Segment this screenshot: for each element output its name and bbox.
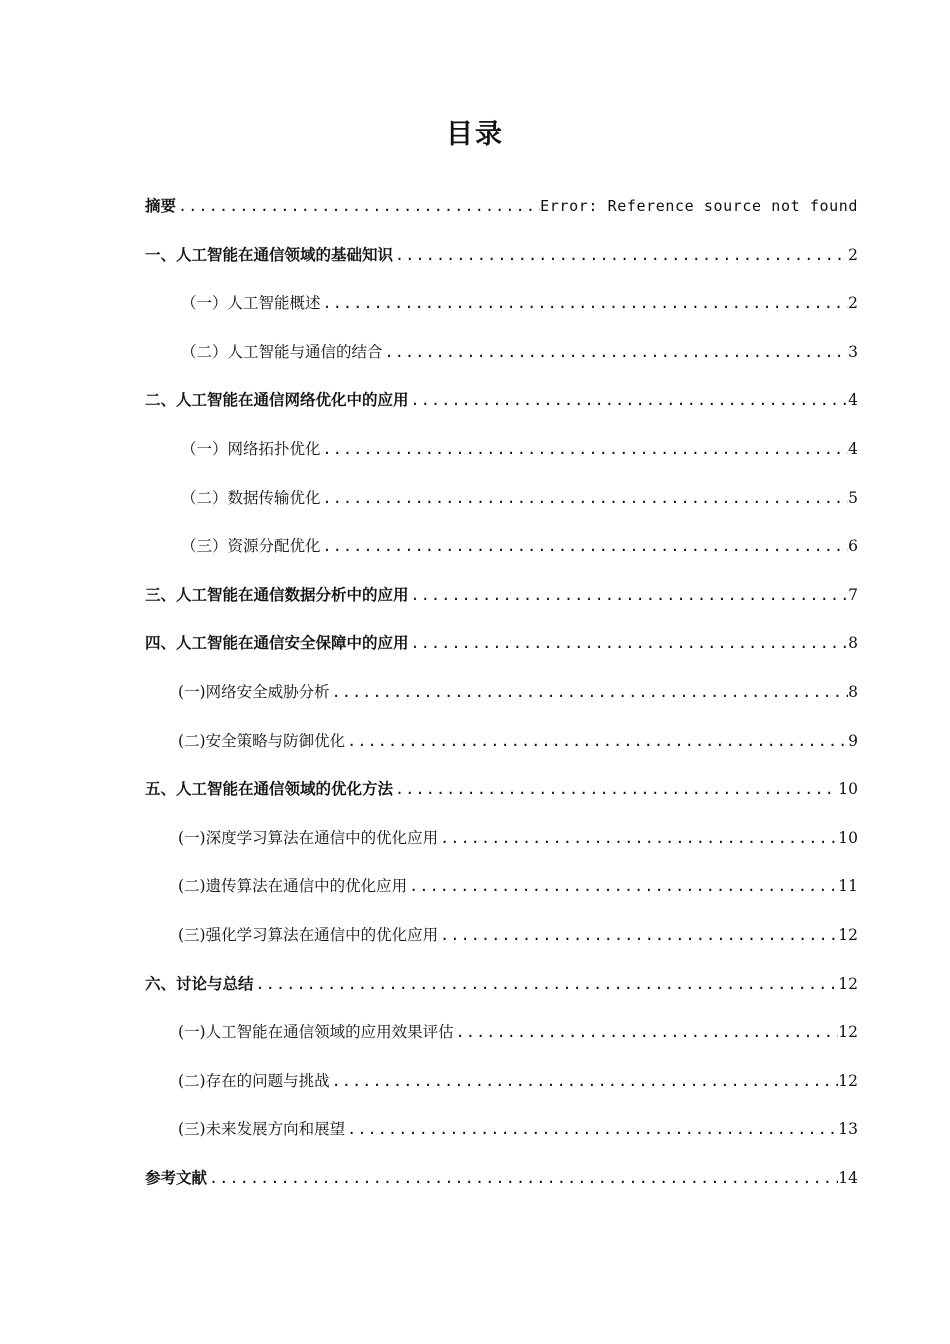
toc-page-number: 12 bbox=[838, 1071, 858, 1090]
toc-page-number: 9 bbox=[848, 731, 858, 750]
toc-entry[interactable] bbox=[145, 577, 858, 626]
dot-leader bbox=[254, 966, 839, 1002]
toc-entry[interactable] bbox=[145, 917, 858, 966]
toc-entry-label: 四、人工智能在通信安全保障中的应用 bbox=[145, 634, 409, 653]
toc-entry[interactable] bbox=[145, 188, 858, 237]
toc-entry-label: 三、人工智能在通信数据分析中的应用 bbox=[145, 585, 409, 604]
dot-leader bbox=[321, 528, 849, 564]
toc-page-number: 7 bbox=[848, 585, 858, 604]
dot-leader bbox=[383, 334, 849, 370]
toc-entry-label: 五、人工智能在通信领域的优化方法 bbox=[145, 780, 394, 799]
toc-page-number: 12 bbox=[838, 1023, 858, 1042]
toc-entry-label: (二)安全策略与防御优化 bbox=[178, 731, 346, 750]
toc-entry-label: (三)未来发展方向和展望 bbox=[178, 1120, 346, 1139]
toc-entry[interactable] bbox=[145, 382, 858, 431]
toc-page-number: 2 bbox=[848, 245, 858, 264]
toc-entry-label: (一)网络安全威胁分析 bbox=[178, 682, 330, 701]
dot-leader bbox=[438, 917, 838, 953]
toc-entry[interactable] bbox=[145, 625, 858, 674]
dot-leader bbox=[407, 868, 838, 904]
toc-entry[interactable] bbox=[145, 868, 858, 917]
toc-page-number: 14 bbox=[838, 1168, 858, 1187]
dot-leader bbox=[345, 1111, 838, 1147]
dot-leader bbox=[409, 382, 849, 418]
toc-entry-label: （二）人工智能与通信的结合 bbox=[181, 342, 383, 361]
toc-entry[interactable] bbox=[145, 674, 858, 723]
toc-page-number: 4 bbox=[848, 439, 858, 458]
toc-entry-label: (二)遗传算法在通信中的优化应用 bbox=[178, 877, 408, 896]
toc-page-number: 6 bbox=[848, 537, 858, 556]
dot-leader bbox=[321, 480, 849, 516]
toc-entry[interactable] bbox=[145, 1014, 858, 1063]
toc-page-number: 10 bbox=[838, 780, 858, 799]
toc-entry[interactable] bbox=[145, 237, 858, 286]
toc-entry-label: 参考文献 bbox=[145, 1168, 208, 1187]
toc-page-number: 3 bbox=[848, 342, 858, 361]
toc-entry-label: （一）网络拓扑优化 bbox=[181, 439, 321, 458]
dot-leader bbox=[176, 188, 540, 224]
toc-page-number: 12 bbox=[838, 974, 858, 993]
toc-entry[interactable] bbox=[145, 1111, 858, 1160]
toc-entry[interactable] bbox=[145, 820, 858, 869]
toc-entry-label: (二)存在的问题与挑战 bbox=[178, 1071, 330, 1090]
dot-leader bbox=[393, 237, 848, 273]
dot-leader bbox=[330, 674, 849, 710]
toc-entry-label: (一)深度学习算法在通信中的优化应用 bbox=[178, 828, 439, 847]
toc-entry-label: (三)强化学习算法在通信中的优化应用 bbox=[178, 925, 439, 944]
toc-page-number: 8 bbox=[848, 634, 858, 653]
dot-leader bbox=[454, 1014, 839, 1050]
toc-entry[interactable] bbox=[145, 771, 858, 820]
toc-entry-label: 摘要 bbox=[145, 197, 177, 215]
toc-entry[interactable] bbox=[145, 528, 858, 577]
toc-page-number: 5 bbox=[848, 488, 858, 507]
toc-entry-label: 二、人工智能在通信网络优化中的应用 bbox=[145, 391, 409, 410]
toc-entry[interactable] bbox=[145, 480, 858, 529]
toc-entry-label: (一)人工智能在通信领域的应用效果评估 bbox=[178, 1023, 454, 1042]
dot-leader bbox=[409, 625, 849, 661]
dot-leader bbox=[393, 771, 838, 807]
page-title: 目录 bbox=[446, 119, 504, 150]
toc-error-message: Error: Reference source not found bbox=[540, 197, 858, 215]
toc-entry[interactable] bbox=[145, 431, 858, 480]
dot-leader bbox=[207, 1160, 838, 1196]
toc-page-number: 12 bbox=[838, 925, 858, 944]
toc-entry[interactable] bbox=[145, 1063, 858, 1112]
toc-page-number: 8 bbox=[848, 682, 858, 701]
toc-entry-label: （一）人工智能概述 bbox=[181, 294, 321, 313]
toc-page-number: 11 bbox=[838, 877, 858, 896]
toc-page-number: 13 bbox=[838, 1120, 858, 1139]
dot-leader bbox=[330, 1063, 839, 1099]
dot-leader bbox=[321, 431, 849, 467]
dot-leader bbox=[345, 723, 848, 759]
toc-entry-label: 一、人工智能在通信领域的基础知识 bbox=[145, 245, 394, 264]
dot-leader bbox=[409, 577, 849, 613]
toc-page-number: 2 bbox=[848, 294, 858, 313]
table-of-contents bbox=[145, 188, 858, 1208]
dot-leader bbox=[321, 285, 849, 321]
toc-entry[interactable] bbox=[145, 285, 858, 334]
toc-page-number: 4 bbox=[848, 391, 858, 410]
toc-entry[interactable] bbox=[145, 723, 858, 772]
toc-entry-label: （三）资源分配优化 bbox=[181, 537, 321, 556]
toc-entry-label: （二）数据传输优化 bbox=[181, 488, 321, 507]
dot-leader bbox=[438, 820, 838, 856]
toc-entry[interactable] bbox=[145, 1160, 858, 1209]
toc-entry-label: 六、讨论与总结 bbox=[145, 974, 254, 993]
toc-entry[interactable] bbox=[145, 966, 858, 1015]
toc-entry[interactable] bbox=[145, 334, 858, 383]
toc-page-number: 10 bbox=[838, 828, 858, 847]
